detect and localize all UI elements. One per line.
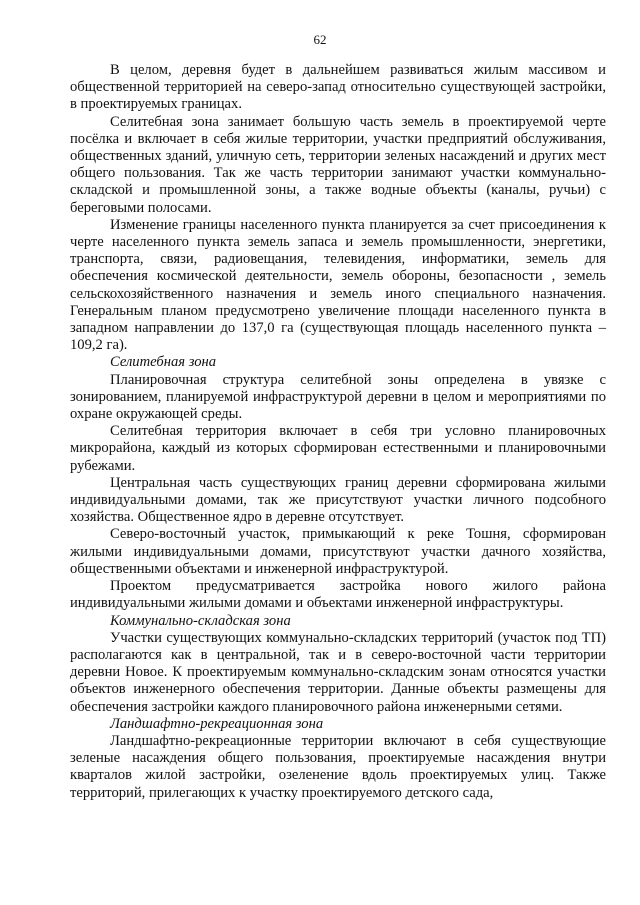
paragraph: В целом, деревня будет в дальнейшем развиваться жилым массивом и общественной территорией на северо-запад относительно существующей застройки, в проектируемых границах.	[70, 62, 606, 113]
paragraph: Селитебная зона занимает большую часть земель в проектируемой черте посёлка и включает в себя жилые территории, участки предприятий обслуживания, общественных зданий, уличную сеть, территории зеленых насаждений и других мест общего пользования. Так же часть территории занимают участки коммунально-складской и промышленной зоны, а также водные объекты (каналы, ручьи) с береговыми полосами.	[70, 113, 606, 216]
page-number: 62	[313, 32, 327, 47]
paragraph: Селитебная территория включает в себя три условно планировочных микрорайона, каждый из которых сформирован естественными и планировочными рубежами.	[70, 423, 606, 474]
document-body	[70, 62, 606, 802]
paragraph: Участки существующих коммунально-складских территорий (участок под ТП) располагаются как в центральной, так и в северо-восточной части территории деревни Новое. К проектируемым коммунально-складским зонам относятся участки объектов инженерного обеспечения территории. Данные объекты размещены для обеспечения застройки каждого планировочного района инженерными сетями.	[70, 629, 606, 715]
paragraph: Планировочная структура селитебной зоны определена в увязке с зонированием, планируемой инфраструктурой деревни в целом и мероприятиями по охране окружающей среды.	[70, 371, 606, 423]
section-heading-residential: Селитебная зона	[110, 354, 217, 371]
section-heading-communal: Коммунально-складская зона	[110, 612, 291, 629]
paragraph: Ландшафтно-рекреационные территории включают в себя существующие зеленые насаждения общего пользования, проектируемые насаждения внутри кварталов жилой застройки, озеленение вдоль проектируемых улиц. Также территорий, прилегающих к участку проектируемого детского сада,	[70, 732, 606, 801]
section-heading-landscape: Ландшафтно-рекреационная зона	[110, 715, 324, 732]
paragraph: Изменение границы населенного пункта планируется за счет присоединения к черте населенного пункта земель запаса и земель промышленности, энергетики, транспорта, связи, радиовещания, телевидения, информатики, земель для обеспечения космической деятельности, земель обороны, безопасности , земель сельскохозяйственного назначения и земель иного специального назначения. Генеральным планом предусмотрено увеличение площади населенного пункта в западном направлении до 137,0 га (существующая площадь населенного пункта – 109,2 га).	[70, 216, 606, 354]
paragraph: Проектом предусматривается застройка нового жилого района индивидуальными жилыми домами и объектами инженерной инфраструктуры.	[70, 578, 606, 612]
paragraph: Северо-восточный участок, примыкающий к реке Тошня, сформирован жилыми индивидуальными домами, присутствуют участки дачного хозяйства, общественными объектами и инженерной инфраструктурой.	[70, 526, 606, 577]
paragraph: Центральная часть существующих границ деревни сформирована жилыми индивидуальными домами, так же присутствуют участки личного подсобного хозяйства. Общественное ядро в деревне отсутствует.	[70, 474, 606, 526]
